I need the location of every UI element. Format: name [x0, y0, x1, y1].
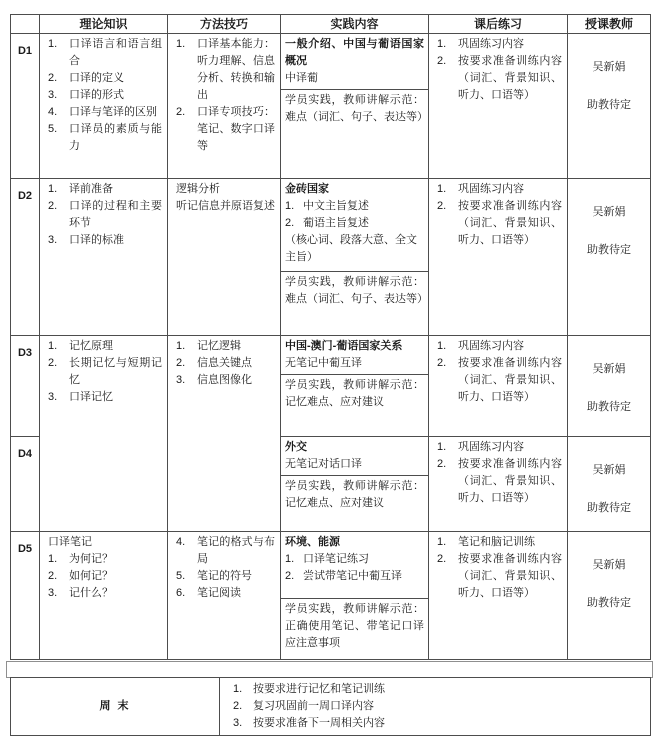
practice-wrap: [281, 532, 428, 658]
header-cell-methods: 方法技巧: [168, 15, 281, 34]
list-item: [176, 585, 275, 602]
item-number: 1.: [48, 38, 58, 50]
header-cell-homework: 课后练习: [429, 15, 568, 34]
weekend-row: [11, 678, 651, 736]
item-text: 按要求准备下一周相关内容: [253, 717, 385, 729]
item-text: 为何记？: [69, 553, 113, 565]
item-number: 1.: [48, 340, 58, 352]
item-number: 6.: [176, 587, 186, 599]
practice-line: 无笔记中葡互译: [285, 357, 362, 369]
item-number: 3.: [48, 89, 58, 101]
item-number: 1.: [176, 38, 186, 50]
practice-topic-section: [281, 532, 428, 598]
practice-note: 学员实践，教师讲解示范：记忆难点、应对建议: [281, 475, 428, 530]
list-item: [48, 232, 162, 249]
item-text: 巩固练习内容: [458, 441, 524, 453]
item-text: 按要求准备训练内容（词汇、背景知识、听力、口语等）: [458, 357, 562, 403]
item-text: 口译基本能力：听力理解、信息分析、转换和输出: [197, 38, 275, 101]
teacher-cell-d4: [568, 437, 651, 532]
teacher-name: 吴新娟: [592, 363, 626, 375]
practice-note: 学员实践，教师讲解示范：难点（词汇、句子、表达等）: [281, 89, 428, 177]
list-item: [285, 551, 424, 568]
homework-cell-d4: [429, 437, 568, 532]
homework-cell-d3: [429, 336, 568, 437]
list-item: [48, 36, 162, 70]
item-number: 2.: [437, 200, 447, 212]
list-item: [48, 198, 162, 232]
practice-cell-d4: [281, 437, 429, 532]
assistant-name: 助教待定: [587, 597, 631, 609]
item-number: 1.: [437, 441, 447, 453]
header-cell-theory: 理论知识: [40, 15, 168, 34]
teacher-cell-d1: [568, 34, 651, 179]
item-number: 1.: [285, 200, 295, 212]
list-item: [437, 534, 562, 551]
item-number: 2.: [48, 357, 58, 369]
practice-topic: 一般介绍、中国与葡语国家概况: [285, 38, 424, 67]
item-number: 1.: [285, 553, 295, 565]
item-number: 3.: [48, 391, 58, 403]
list-item: [48, 568, 162, 585]
list-item: [176, 372, 275, 389]
item-number: 2.: [233, 700, 243, 712]
item-text: 译前准备: [69, 183, 113, 195]
item-text: 笔记阅读: [197, 587, 241, 599]
item-number: 2.: [285, 570, 295, 582]
item-text: 按要求准备训练内容（词汇、背景知识、听力、口语等）: [458, 200, 562, 246]
practice-wrap: [281, 34, 428, 177]
list-item: [176, 338, 275, 355]
item-number: 3.: [176, 374, 186, 386]
item-text: 记什么？: [69, 587, 113, 599]
item-text: 葡语主旨复述: [303, 217, 369, 229]
item-number: 3.: [48, 234, 58, 246]
day-label-d3: D3: [11, 336, 40, 437]
list-item: [48, 181, 162, 198]
teacher-cell-d3: [568, 336, 651, 437]
list-item: [233, 698, 644, 715]
header-row: [11, 15, 651, 34]
item-number: 1.: [233, 683, 243, 695]
teacher-name: 吴新娟: [592, 61, 626, 73]
day-label-d5: D5: [11, 532, 40, 660]
row-d1: [11, 34, 651, 179]
item-text: 按要求准备训练内容（词汇、背景知识、听力、口语等）: [458, 553, 562, 599]
item-number: 2.: [437, 55, 447, 67]
assistant-name: 助教待定: [587, 99, 631, 111]
header-cell-practice: 实践内容: [281, 15, 429, 34]
item-text: 如何记？: [69, 570, 113, 582]
item-text: 复习巩固前一周口译内容: [253, 700, 374, 712]
item-number: 4.: [48, 106, 58, 118]
list-item: [437, 551, 562, 602]
practice-line: 无笔记对话口译: [285, 458, 362, 470]
item-text: 长期记忆与短期记忆: [69, 357, 162, 386]
item-number: 2.: [437, 553, 447, 565]
practice-cell-d5: [281, 532, 429, 660]
item-number: 1.: [437, 183, 447, 195]
list-item: [437, 53, 562, 104]
item-number: 2.: [437, 458, 447, 470]
item-number: 3.: [233, 717, 243, 729]
item-number: 1.: [437, 536, 447, 548]
method-line: 听记信息并原语复述: [176, 200, 275, 212]
homework-cell-d2: [429, 179, 568, 336]
item-number: 2.: [48, 72, 58, 84]
list-item: [48, 121, 162, 155]
teacher-name: 吴新娟: [592, 464, 626, 476]
practice-note: 学员实践，教师讲解示范：难点（词汇、句子、表达等）: [281, 271, 428, 334]
practice-topic-section: [281, 179, 428, 271]
item-text: 口译笔记练习: [303, 553, 369, 565]
item-text: 按要求进行记忆和笔记训练: [253, 683, 385, 695]
list-item: [176, 568, 275, 585]
item-text: 口译语言和语言组合: [69, 38, 162, 67]
homework-cell-d5: [429, 532, 568, 660]
theory-cell-d2: [40, 179, 168, 336]
list-item: [437, 355, 562, 406]
practice-topic: 环境、能源: [285, 536, 340, 548]
item-text: 记忆逻辑: [197, 340, 241, 352]
weekend-table: [10, 677, 651, 736]
row-d2: [11, 179, 651, 336]
item-text: 笔记和脑记训练: [458, 536, 535, 548]
item-number: 2.: [285, 217, 295, 229]
item-text: 信息关键点: [197, 357, 252, 369]
item-text: 口译专项技巧：笔记、数字口译等: [197, 106, 275, 152]
item-number: 4.: [176, 536, 186, 548]
item-number: 1.: [48, 553, 58, 565]
item-number: 5.: [48, 123, 58, 135]
practice-topic-section: [281, 437, 428, 475]
item-number: 1.: [437, 38, 447, 50]
row-d5: [11, 532, 651, 660]
list-item: [233, 681, 644, 698]
item-text: 按要求准备训练内容（词汇、背景知识、听力、口语等）: [458, 458, 562, 504]
practice-line: 中译葡: [285, 72, 318, 84]
item-text: 口译的标准: [69, 234, 124, 246]
practice-wrap: [281, 437, 428, 530]
assistant-name: 助教待定: [587, 502, 631, 514]
methods-cell-d2: [168, 179, 281, 336]
item-number: 2.: [176, 357, 186, 369]
practice-cell-d1: [281, 34, 429, 179]
item-text: 尝试带笔记中葡互译: [303, 570, 402, 582]
item-number: 3.: [48, 587, 58, 599]
methods-cell-d1: [168, 34, 281, 179]
list-item: [285, 568, 424, 585]
practice-line: （核心词、段落大意、全文主旨）: [285, 234, 417, 263]
list-item: [437, 456, 562, 507]
homework-cell-d1: [429, 34, 568, 179]
item-text: 记忆原理: [69, 340, 113, 352]
item-text: 巩固练习内容: [458, 183, 524, 195]
method-line: 逻辑分析: [176, 183, 220, 195]
day-label-d1: D1: [11, 34, 40, 179]
practice-topic-section: [281, 34, 428, 89]
list-item: [48, 70, 162, 87]
item-text: 笔记的格式与布局: [197, 536, 275, 565]
day-label-d4: D4: [11, 437, 40, 532]
list-item: [48, 87, 162, 104]
list-item: [48, 389, 162, 406]
item-text: 口译的形式: [69, 89, 124, 101]
list-item: [48, 104, 162, 121]
teacher-name: 吴新娟: [592, 559, 626, 571]
list-item: [233, 715, 644, 732]
course-schedule-table: [10, 14, 651, 660]
list-item: [285, 215, 424, 232]
list-item: [48, 338, 162, 355]
list-item: [437, 338, 562, 355]
teacher-name: 吴新娟: [592, 206, 626, 218]
item-number: 2.: [176, 106, 186, 118]
theory-cell-d1: [40, 34, 168, 179]
practice-topic: 金砖国家: [285, 183, 329, 195]
item-text: 巩固练习内容: [458, 340, 524, 352]
methods-cell-d3-d4: [168, 336, 281, 532]
list-item: [176, 355, 275, 372]
weekend-tasks-cell: [220, 678, 651, 736]
item-number: 2.: [48, 200, 58, 212]
practice-topic-section: [281, 336, 428, 374]
item-number: 1.: [437, 340, 447, 352]
list-item: [176, 534, 275, 568]
item-text: 口译员的素质与能力: [69, 123, 162, 152]
practice-note: 学员实践，教师讲解示范：记忆难点、应对建议: [281, 374, 428, 435]
row-d3: [11, 336, 651, 437]
item-number: 1.: [176, 340, 186, 352]
header-cell-day: [11, 15, 40, 34]
practice-topic: 外交: [285, 441, 307, 453]
practice-topic: 中国-澳门-葡语国家关系: [285, 340, 403, 352]
list-item: [437, 198, 562, 249]
list-item: [437, 181, 562, 198]
list-item: [437, 439, 562, 456]
item-text: 口译的定义: [69, 72, 124, 84]
practice-note: 学员实践，教师讲解示范：正确使用笔记、带笔记口译应注意事项: [281, 598, 428, 658]
teacher-cell-d5: [568, 532, 651, 660]
list-item: [48, 585, 162, 602]
practice-cell-d3: [281, 336, 429, 437]
assistant-name: 助教待定: [587, 244, 631, 256]
theory-cell-d5: [40, 532, 168, 660]
day-label-d2: D2: [11, 179, 40, 336]
item-text: 信息图像化: [197, 374, 252, 386]
item-text: 笔记的符号: [197, 570, 252, 582]
header-cell-teacher: 授课教师: [568, 15, 651, 34]
item-text: 中文主旨复述: [303, 200, 369, 212]
item-number: 1.: [48, 183, 58, 195]
methods-cell-d5: [168, 532, 281, 660]
practice-wrap: [281, 336, 428, 435]
spacer-row: [6, 661, 653, 678]
item-text: 口译的过程和主要环节: [69, 200, 162, 229]
item-text: 口译与笔译的区别: [69, 106, 157, 118]
theory-cell-d3-d4: [40, 336, 168, 532]
item-number: 2.: [48, 570, 58, 582]
practice-cell-d2: [281, 179, 429, 336]
list-item: [437, 36, 562, 53]
theory-title: 口译笔记: [48, 536, 92, 548]
assistant-name: 助教待定: [587, 401, 631, 413]
item-text: 巩固练习内容: [458, 38, 524, 50]
practice-wrap: [281, 179, 428, 334]
list-item: [176, 36, 275, 104]
list-item: [48, 551, 162, 568]
item-number: 5.: [176, 570, 186, 582]
list-item: [285, 198, 424, 215]
list-item: [48, 355, 162, 389]
item-text: 口译记忆: [69, 391, 113, 403]
list-item: [176, 104, 275, 155]
teacher-cell-d2: [568, 179, 651, 336]
item-text: 按要求准备训练内容（词汇、背景知识、听力、口语等）: [458, 55, 562, 101]
item-number: 2.: [437, 357, 447, 369]
weekend-label: 周 末: [11, 678, 220, 736]
